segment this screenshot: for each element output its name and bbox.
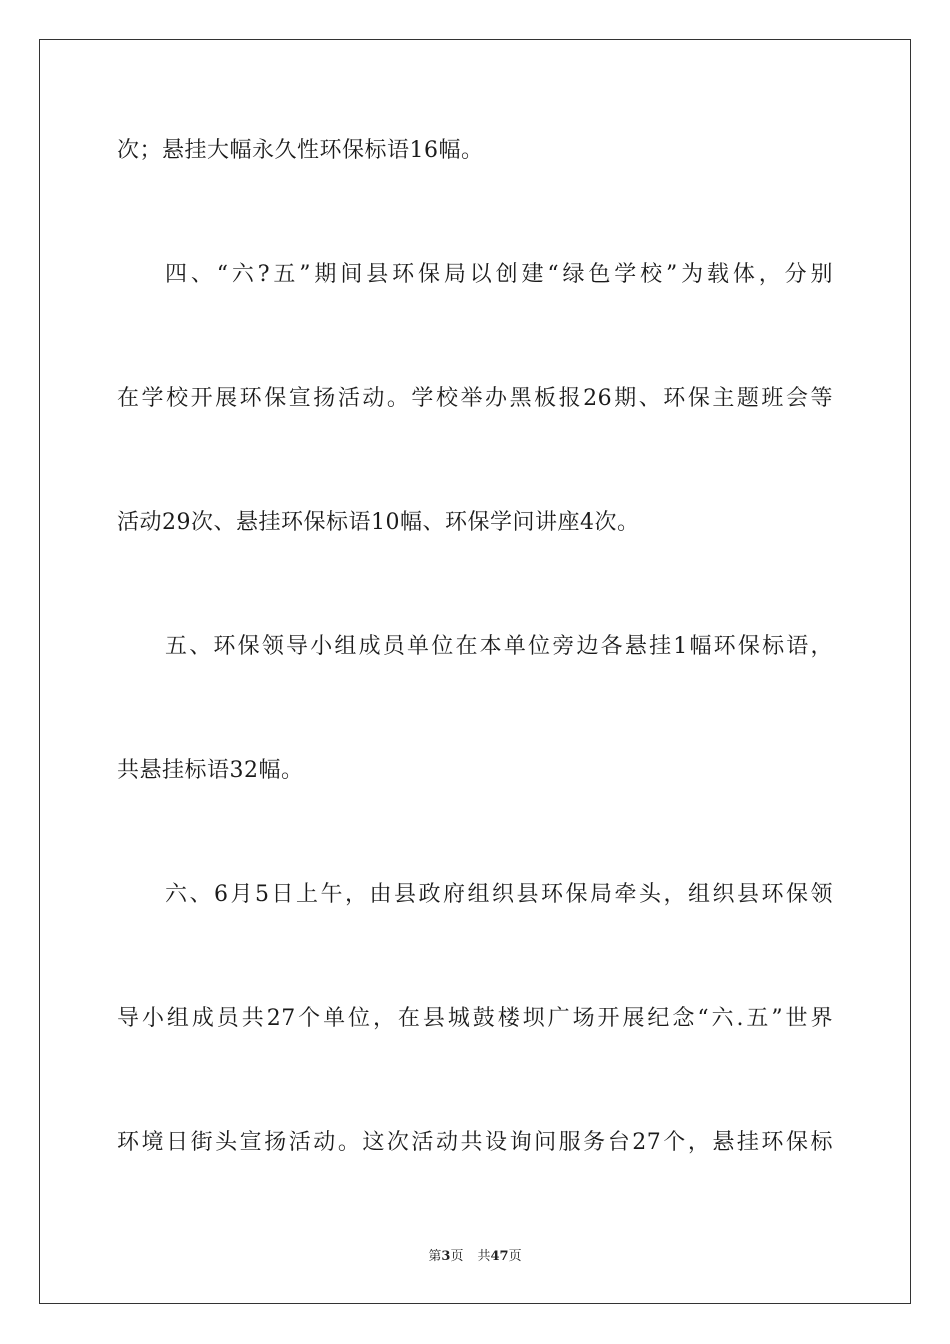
total-prefix: 共 [477,1249,491,1264]
paragraph-line-6: 共悬挂标语32幅。 [117,758,304,783]
page-prefix: 第 [428,1249,442,1264]
paragraph-line-8: 导小组成员共27个单位，在县城鼓楼坝广场开展纪念“六.五”世界 [117,1006,833,1031]
page-border [39,39,911,1304]
total-suffix: 页 [508,1249,522,1264]
page-footer [0,1248,950,1266]
paragraph-line-1: 次；悬挂大幅永久性环保标语16幅。 [117,138,484,163]
paragraph-line-3: 在学校开展环保宣扬活动。学校举办黑板报26期、环保主题班会等 [117,386,833,411]
paragraph-line-2: 四、“六?五”期间县环保局以创建“绿色学校”为载体，分别 [165,262,833,287]
paragraph-line-5: 五、环保领导小组成员单位在本单位旁边各悬挂1幅环保标语， [165,634,833,659]
paragraph-line-9: 环境日街头宣扬活动。这次活动共设询问服务台27个，悬挂环保标 [117,1130,833,1155]
total-pages: 47 [490,1249,509,1264]
page-number: 3 [441,1249,451,1264]
paragraph-line-7: 六、6月5日上午，由县政府组织县环保局牵头，组织县环保领 [165,882,833,907]
paragraph-line-4: 活动29次、悬挂环保标语10幅、环保学问讲座4次。 [117,510,640,535]
page-suffix: 页 [450,1249,464,1264]
